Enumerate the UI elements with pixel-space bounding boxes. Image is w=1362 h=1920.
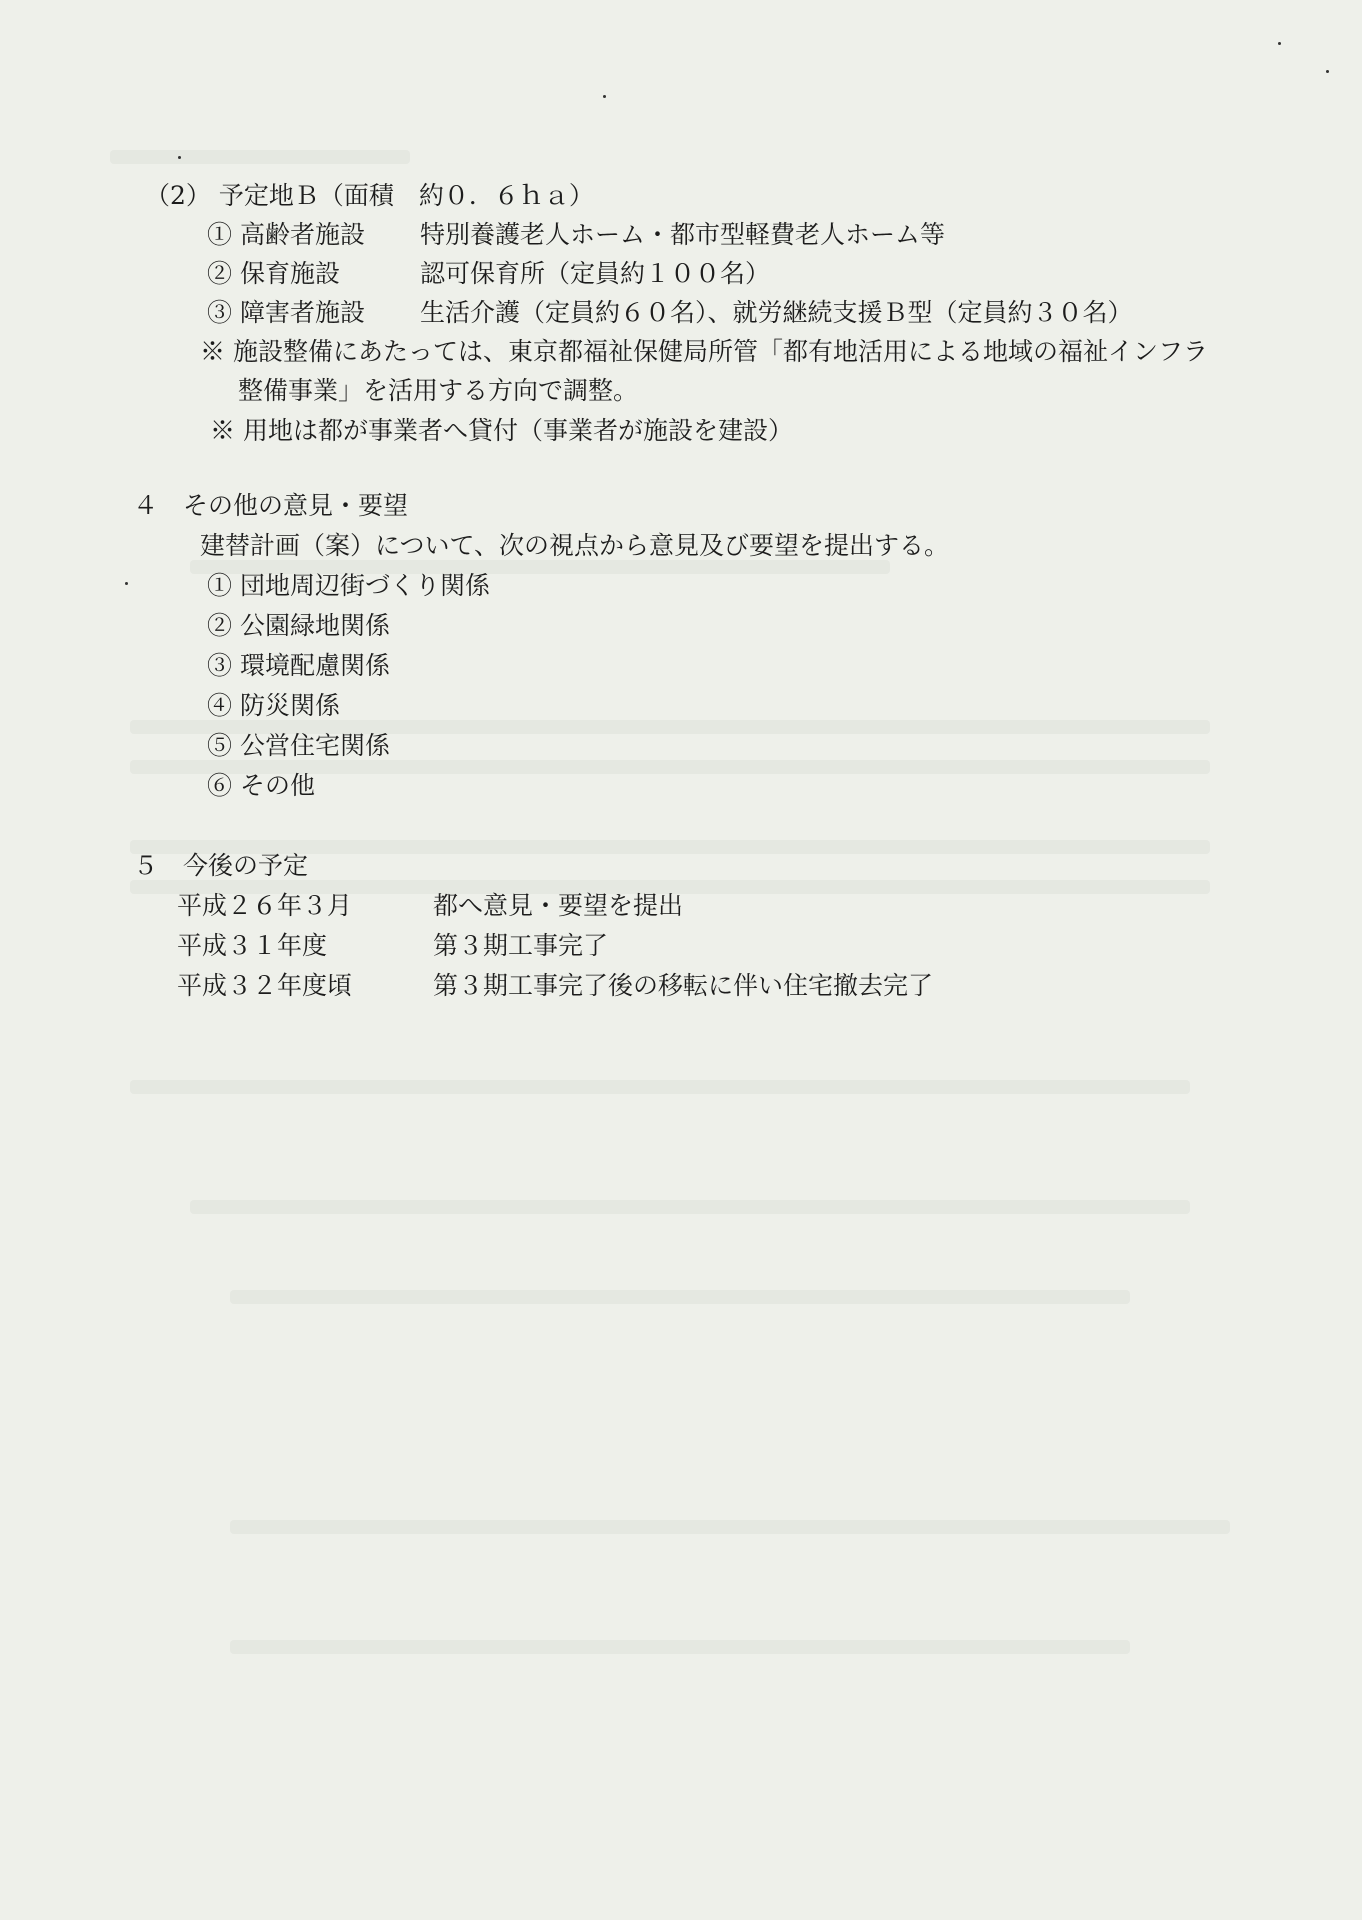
facility-value-childcare: 認可保育所（定員約１００名） xyxy=(420,259,771,288)
note-land-lease: ※ 用地は都が事業者へ貸付（事業者が施設を建設） xyxy=(210,416,793,445)
facility-label-disability: ③ 障害者施設 xyxy=(207,298,365,327)
facility-value-disability: 生活介護（定員約６０名）、就労継続支援Ｂ型（定員約３０名） xyxy=(420,298,1133,327)
schedule-event: 第３期工事完了後の移転に伴い住宅撤去完了 xyxy=(433,971,934,1000)
facility-label-elderly: ① 高齢者施設 xyxy=(207,220,365,249)
schedule-date: 平成３２年度頃 xyxy=(177,971,353,1000)
bleed-through-text xyxy=(230,1290,1130,1304)
speck xyxy=(1278,42,1281,45)
section-4-intro: 建替計画（案）について、次の視点から意見及び要望を提出する。 xyxy=(200,531,950,560)
list-item: ④ 防災関係 xyxy=(207,691,340,720)
facility-value-elderly: 特別養護老人ホーム・都市型軽費老人ホーム等 xyxy=(420,220,946,249)
facility-label-childcare: ② 保育施設 xyxy=(207,259,340,288)
schedule-date: 平成２６年３月 xyxy=(177,891,353,920)
list-item: ⑤ 公営住宅関係 xyxy=(207,731,390,760)
section-5-heading: ５ 今後の予定 xyxy=(133,851,309,880)
schedule-date: 平成３１年度 xyxy=(177,931,328,960)
note-facility-development: ※ 施設整備にあたっては、東京都福祉保健局所管「都有地活用による地域の福祉インフラ xyxy=(200,337,1208,366)
note-facility-development-cont: 整備事業」を活用する方向で調整。 xyxy=(238,376,639,405)
list-item: ③ 環境配慮関係 xyxy=(207,651,390,680)
speck xyxy=(603,95,606,98)
bleed-through-text xyxy=(190,1200,1190,1214)
list-item: ② 公園緑地関係 xyxy=(207,611,390,640)
speck xyxy=(1326,70,1329,73)
list-item: ① 団地周辺街づくり関係 xyxy=(207,571,490,600)
bleed-through-text xyxy=(230,1520,1230,1534)
speck xyxy=(125,582,128,585)
list-item: ⑥ その他 xyxy=(207,771,315,800)
bleed-through-text xyxy=(110,150,410,164)
bleed-through-text xyxy=(130,1080,1190,1094)
schedule-event: 都へ意見・要望を提出 xyxy=(433,891,684,920)
bleed-through-text xyxy=(230,1640,1130,1654)
section-4-heading: ４ その他の意見・要望 xyxy=(133,491,409,520)
section-2-heading: （2） 予定地Ｂ（面積 約０．６ｈａ） xyxy=(145,181,594,210)
schedule-event: 第３期工事完了 xyxy=(433,931,609,960)
speck xyxy=(178,156,181,159)
